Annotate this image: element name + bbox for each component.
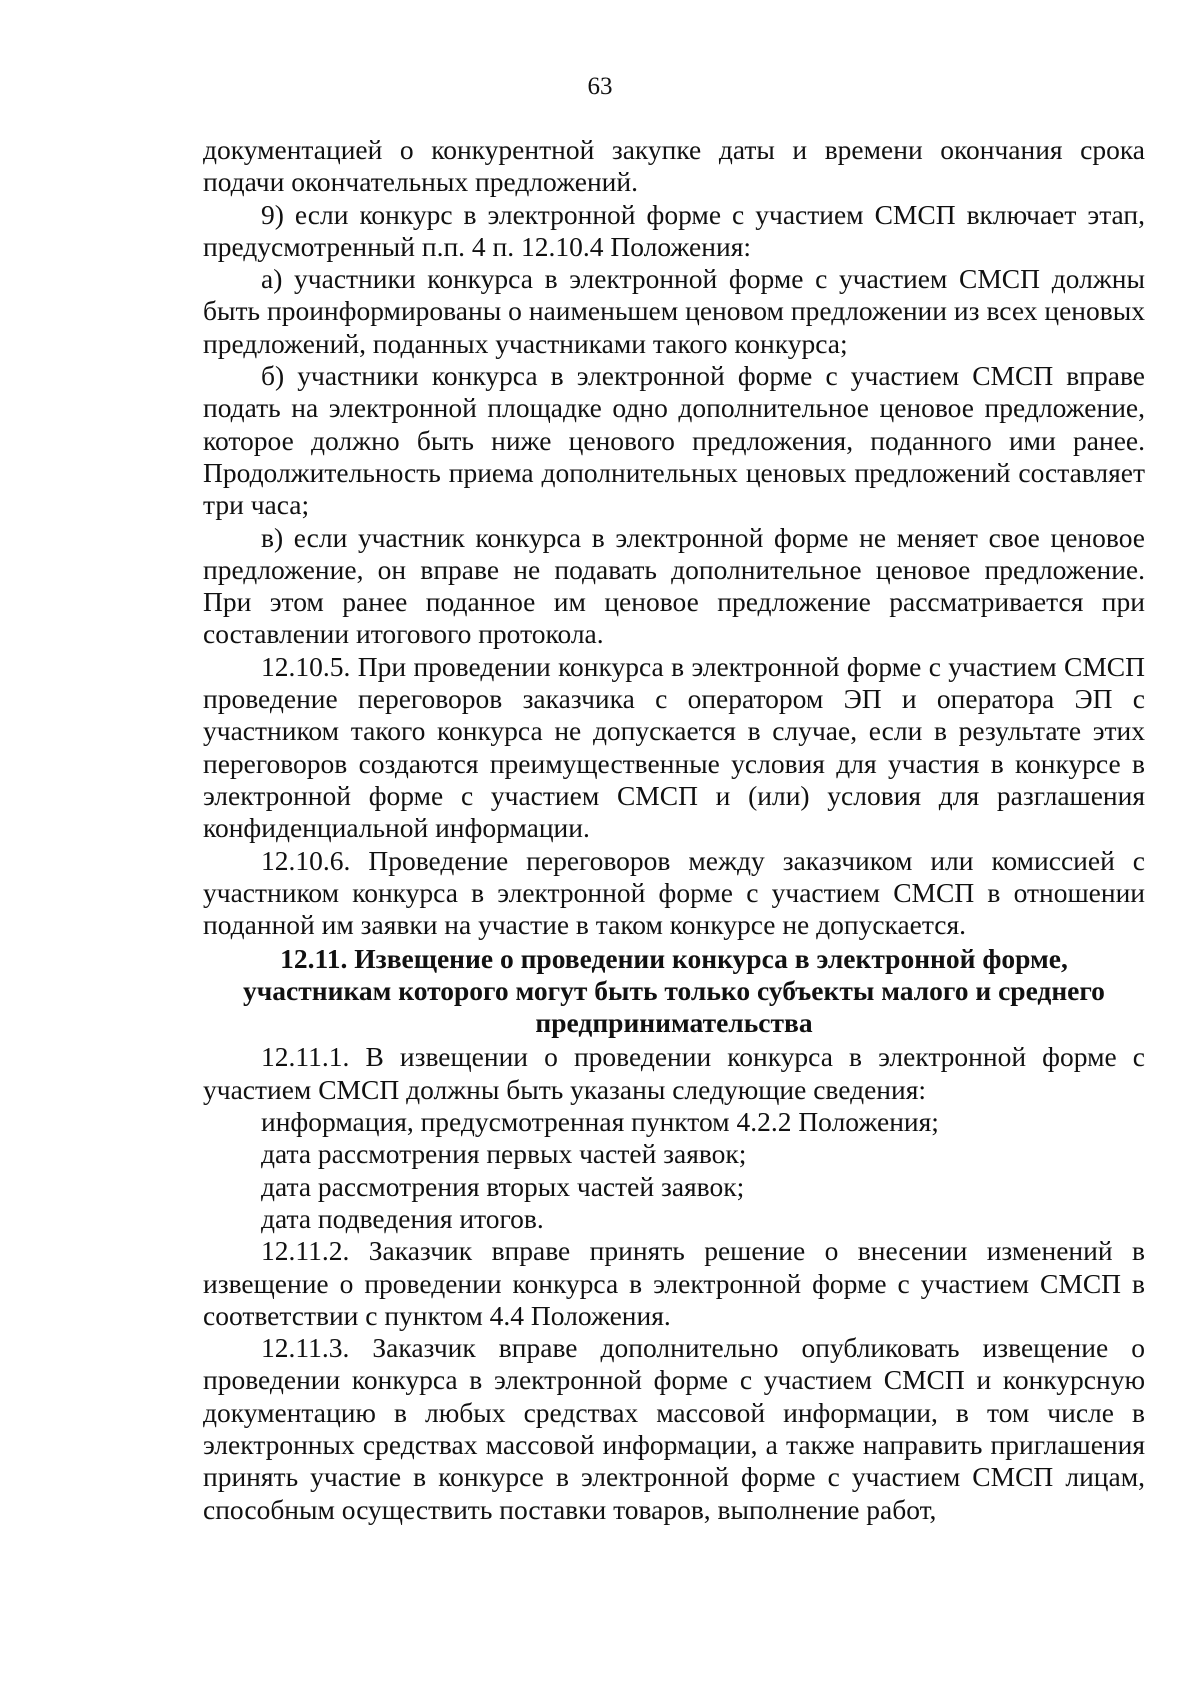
paragraph-12-11-3: 12.11.3. Заказчик вправе дополнительно опубликовать извещение о проведении конкурса в электронной форме с участием СМСП и конкурсную документацию в любых средствах массовой информации, в том числе в электронных средствах массовой информации, а также направить приглашения принять участие в конкурсе в электронной форме с участием СМСП лицам, способным осуществить поставки товаров, выполнение работ, bbox=[203, 1332, 1145, 1525]
paragraph-subitem-b: б) участники конкурса в электронной форме с участием СМСП вправе подать на электронной площадке одно дополнительное ценовое предложение, которое должно быть ниже ценового предложения, поданного ими ранее. Продолжительность приема дополнительных ценовых предложений составляет три часа; bbox=[203, 360, 1145, 521]
list-item: информация, предусмотренная пунктом 4.2.2 Положения; bbox=[261, 1106, 939, 1138]
paragraph-12-11-2: 12.11.2. Заказчик вправе принять решение о внесении изменений в извещение о проведении конкурса в электронной форме с участием СМСП в соответствии с пунктом 4.4 Положения. bbox=[203, 1235, 1145, 1331]
paragraph-subitem-v: в) если участник конкурса в электронной форме не меняет свое ценовое предложение, он вправе не подавать дополнительное ценовое предложение. При этом ранее поданное им ценовое предложение рассматривается при составлении итогового протокола. bbox=[203, 521, 1145, 650]
required-info-list bbox=[203, 1106, 1145, 1235]
list-item: дата рассмотрения первых частей заявок; bbox=[261, 1138, 747, 1170]
heading-line-2: участникам которого могут быть только субъекты малого и среднего bbox=[243, 975, 1105, 1007]
list-item: дата рассмотрения вторых частей заявок; bbox=[261, 1170, 745, 1202]
paragraph-12-10-6: 12.10.6. Проведение переговоров между заказчиком или комиссией с участником конкурса в электронной форме с участием СМСП в отношении поданной им заявки на участие в таком конкурсе не допускается. bbox=[203, 844, 1145, 941]
document-body bbox=[203, 134, 1145, 1526]
paragraph-subitem-a: а) участники конкурса в электронной форме с участием СМСП должны быть проинформированы о наименьшем ценовом предложении из всех ценовых предложений, поданных участниками такого конкурса; bbox=[203, 263, 1145, 359]
paragraph-12-10-5: 12.10.5. При проведении конкурса в электронной форме с участием СМСП проведение переговоров заказчика с оператором ЭП и оператора ЭП с участником такого конкурса не допускается в случае, если в результате этих переговоров создаются преимущественные условия для участия в конкурсе в электронной форме с участием СМСП и (или) условия для разглашения конфиденциальной информации. bbox=[203, 650, 1145, 844]
paragraph-continuation: документацией о конкурентной закупке даты и времени окончания срока подачи окончательных предложений. bbox=[203, 134, 1145, 198]
page-number: 63 bbox=[587, 73, 613, 100]
paragraph-12-11-1: 12.11.1. В извещении о проведении конкурса в электронной форме с участием СМСП должны быть указаны следующие сведения: bbox=[203, 1041, 1145, 1105]
paragraph-item-9: 9) если конкурс в электронной форме с участием СМСП включает этап, предусмотренный п.п. 4 п. 12.10.4 Положения: bbox=[203, 198, 1145, 262]
list-item: дата подведения итогов. bbox=[261, 1202, 544, 1234]
heading-line-3: предпринимательства bbox=[535, 1007, 813, 1039]
heading-line-1: 12.11. Извещение о проведении конкурса в электронной форме, bbox=[280, 943, 1068, 975]
section-heading-12-11 bbox=[203, 943, 1145, 1039]
